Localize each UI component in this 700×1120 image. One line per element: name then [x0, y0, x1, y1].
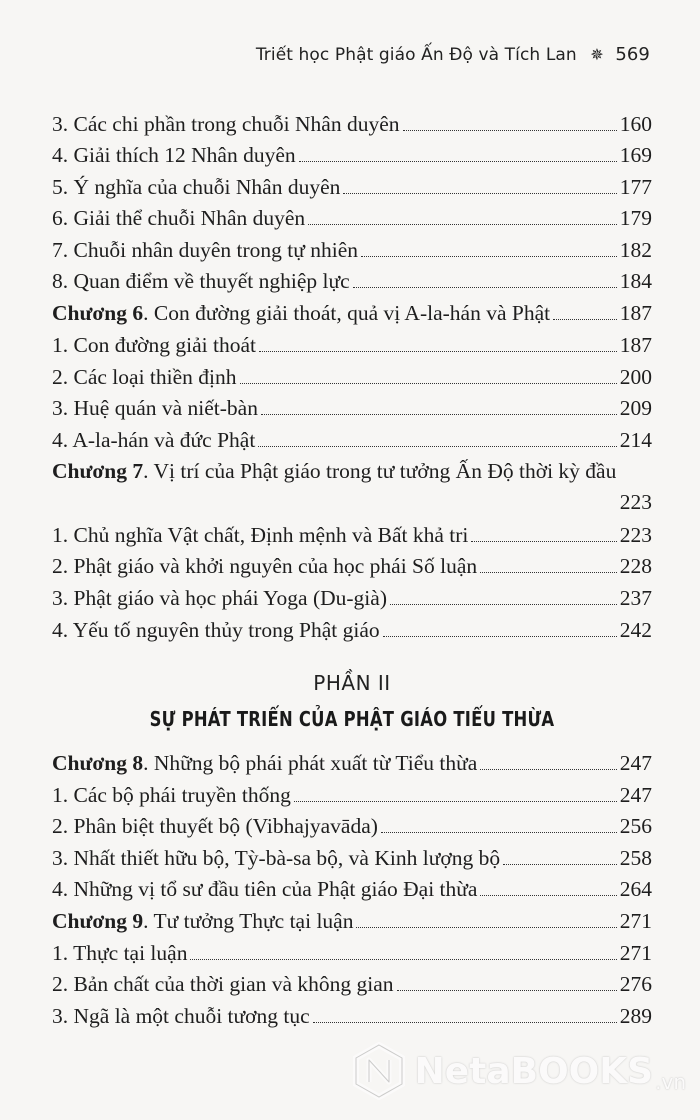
toc-entry: 7. Chuỗi nhân duyên trong tự nhiên 182 [52, 238, 652, 262]
part-title: SỰ PHÁT TRIỂN CỦA PHẬT GIÁO TIỂU THỪA [149, 707, 555, 731]
toc-entry: 4. Những vị tổ sư đầu tiên của Phật giáo Đại thừa 264 [52, 877, 652, 901]
toc-chapter-heading: Chương 6. Con đường giải thoát, quả vị A-la-hán và Phật 187 [52, 301, 652, 325]
chapter-title: . Vị trí của Phật giáo trong tư tưởng Ấn Độ thời kỳ đầu [143, 459, 617, 483]
toc-entry: 4. A-la-hán và đức Phật 214 [52, 428, 652, 452]
watermark-suffix: .vn [655, 1070, 686, 1094]
running-head [256, 44, 650, 65]
netabooks-logo-icon [351, 1042, 407, 1100]
toc-entry: 1. Chủ nghĩa Vật chất, Định mệnh và Bất khả tri 223 [52, 523, 652, 547]
toc-entry: 1. Thực tại luận 271 [52, 941, 652, 965]
watermark-text: NetaBOOKS [414, 1050, 654, 1092]
toc-entry: 4. Giải thích 12 Nhân duyên 169 [52, 143, 652, 167]
toc-entry: 3. Nhất thiết hữu bộ, Tỳ-bà-sa bộ, và Kinh lượng bộ 258 [52, 846, 652, 870]
toc-entry: 1. Các bộ phái truyền thống 247 [52, 783, 652, 807]
toc-entry: 3. Phật giáo và học phái Yoga (Du-già) 237 [52, 586, 652, 610]
toc-entry: 2. Các loại thiền định 200 [52, 365, 652, 389]
chapter-title: . Những bộ phái phát xuất từ Tiểu thừa [143, 751, 478, 775]
toc-entry: 2. Bản chất của thời gian và không gian 276 [52, 972, 652, 996]
toc-chapter-heading: Chương 7. Vị trí của Phật giáo trong tư tưởng Ấn Độ thời kỳ đầu 223 [52, 459, 652, 514]
toc-entry: 3. Các chi phần trong chuỗi Nhân duyên 160 [52, 112, 652, 136]
asterisk-star-icon: ✵ [590, 45, 604, 64]
running-head-title: Triết học Phật giáo Ấn Độ và Tích Lan [255, 45, 577, 65]
toc-entry: 4. Yếu tố nguyên thủy trong Phật giáo 242 [52, 618, 652, 642]
chapter-label: Chương 7 [52, 459, 144, 483]
page-number: 569 [615, 44, 650, 65]
part-label: PHẦN II [313, 671, 391, 695]
toc-entry: 2. Phân biệt thuyết bộ (Vibhajyavāda) 256 [52, 814, 652, 838]
chapter-label: Chương 9 [52, 909, 144, 933]
toc-chapter-heading: Chương 8. Những bộ phái phát xuất từ Tiểu thừa 247 [52, 751, 652, 775]
chapter-label: Chương 8 [52, 751, 144, 775]
chapter-title: . Con đường giải thoát, quả vị A-la-hán và Phật [143, 301, 551, 325]
toc-entry: 5. Ý nghĩa của chuỗi Nhân duyên 177 [52, 175, 652, 199]
toc-entry: 3. Huệ quán và niết-bàn 209 [52, 396, 652, 420]
chapter-label: Chương 6 [52, 301, 144, 325]
toc-entry: 2. Phật giáo và khởi nguyên của học phái Số luận 228 [52, 554, 652, 578]
watermark [351, 1042, 686, 1100]
toc-entry: 8. Quan điểm về thuyết nghiệp lực 184 [52, 269, 652, 293]
toc-entry: 6. Giải thể chuỗi Nhân duyên 179 [52, 206, 652, 230]
chapter-title: . Tư tưởng Thực tại luận [143, 909, 354, 933]
toc-entry: 1. Con đường giải thoát 187 [52, 333, 652, 357]
toc-chapter-heading: Chương 9. Tư tưởng Thực tại luận 271 [52, 909, 652, 933]
toc-entry: 3. Ngã là một chuỗi tương tục 289 [52, 1004, 652, 1028]
